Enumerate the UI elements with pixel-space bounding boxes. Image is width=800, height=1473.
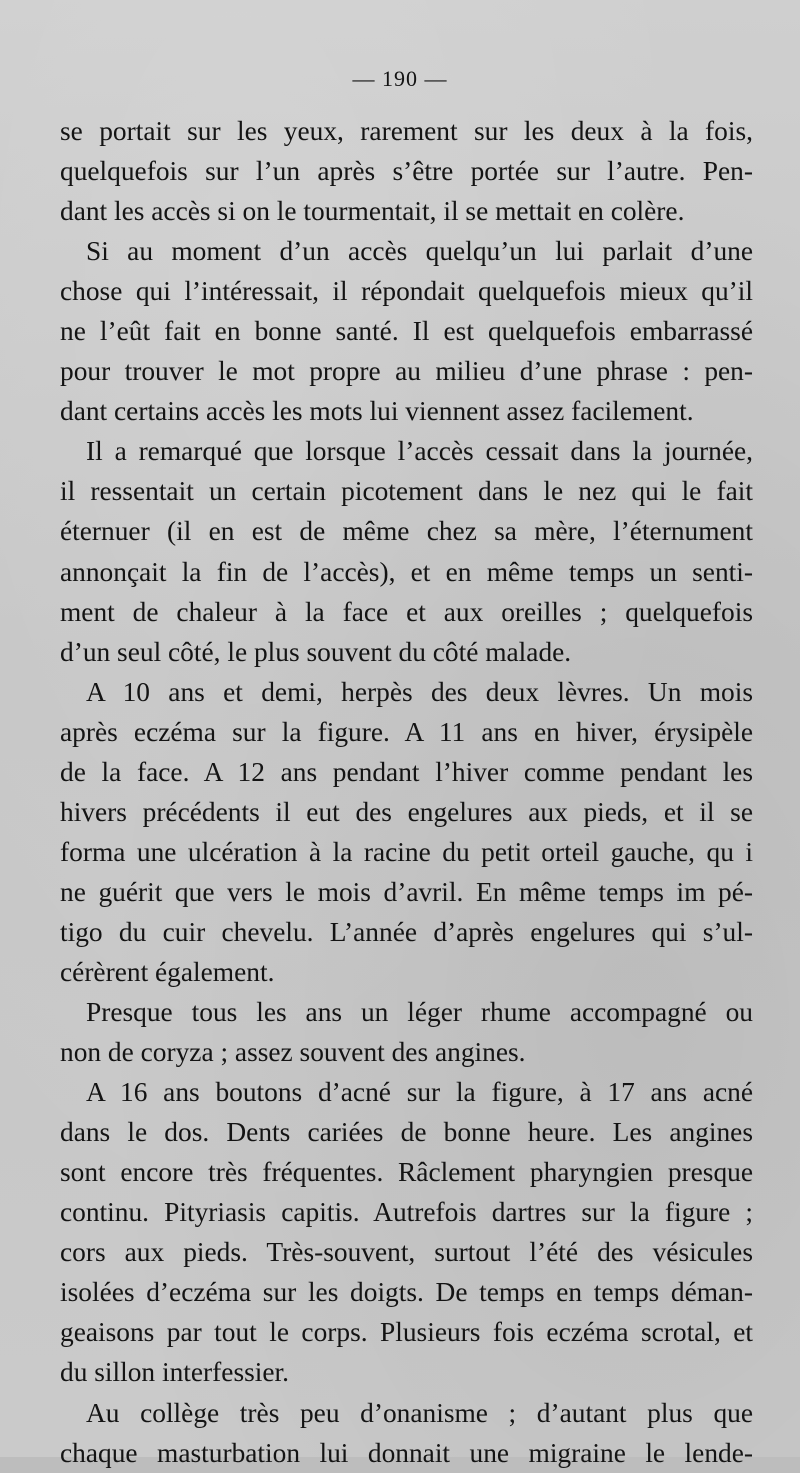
text-line: ment de chaleur à la face et aux oreilles ; quelquefois (60, 596, 753, 627)
paragraph (60, 111, 753, 231)
text-line: annonçait la fin de l’accès), et en même temps un senti- (60, 556, 753, 587)
paragraph (60, 672, 753, 992)
paragraph (60, 1393, 753, 1473)
text-line: pour trouver le mot propre au milieu d’une phrase : pen- (60, 356, 753, 387)
text-line: se portait sur les yeux, rarement sur les deux à la fois, (60, 116, 753, 146)
text-line: éternuer (il en est de même chez sa mère, l’éternument (60, 516, 753, 547)
text-line: geaisons par tout le corps. Plusieurs fois eczéma scrotal, et (60, 1317, 753, 1348)
text-line: il ressentait un certain picotement dans le nez qui le fait (60, 476, 753, 507)
text-line: continu. Pityriasis capitis. Autrefois dartres sur la figure ; (60, 1197, 753, 1228)
text-line: ne l’eût fait en bonne santé. Il est quelquefois embarrassé (60, 316, 753, 347)
text-line: tigo du cuir chevelu. L’année d’après engelures qui s’ul- (60, 916, 753, 947)
text-line: Si au moment d’un accès quelqu’un lui parlait d’une (86, 236, 753, 267)
text-line: d’un seul côté, le plus souvent du côté malade. (60, 636, 572, 667)
text-line: quelquefois sur l’un après s’être portée sur l’autre. Pen- (60, 156, 753, 187)
text-line: hivers précédents il eut des engelures aux pieds, et il se (60, 796, 753, 827)
text-line: après eczéma sur la figure. A 11 ans en hiver, érysipèle (60, 716, 753, 747)
text-line: Au collège très peu d’onanisme ; d’autant plus que (86, 1397, 753, 1428)
text-line: Il a remarqué que lorsque l’accès cessait dans la journée, (86, 436, 753, 467)
paragraph (60, 1072, 753, 1392)
page-number: — 190 — (352, 66, 448, 91)
text-line: cérèrent également. (60, 956, 275, 987)
text-line: du sillon interfessier. (60, 1357, 289, 1388)
text-line: sont encore très fréquentes. Râclement pharyngien presque (60, 1157, 753, 1188)
text-line: A 16 ans boutons d’acné sur la figure, à 17 ans acné (86, 1077, 753, 1108)
text-line: chaque masturbation lui donnait une migraine le lende- (60, 1437, 753, 1468)
text-line: chose qui l’intéressait, il répondait quelquefois mieux qu’il (60, 276, 753, 307)
text-line: forma une ulcération à la racine du petit orteil gauche, qu i (60, 836, 753, 867)
paragraph (60, 231, 753, 431)
text-line: isolées d’eczéma sur les doigts. De temps en temps déman- (60, 1277, 753, 1308)
text-line: Presque tous les ans un léger rhume accompagné ou (86, 997, 753, 1028)
text-line: ne guérit que vers le mois d’avril. En même temps im pé- (60, 876, 753, 907)
text-line: dant certains accès les mots lui viennent assez facilement. (60, 396, 694, 427)
body-text (60, 111, 753, 1473)
text-line: cors aux pieds. Très-souvent, surtout l’été des vésicules (60, 1237, 753, 1268)
text-line: A 10 ans et demi, herpès des deux lèvres. Un mois (86, 676, 753, 707)
text-line: dant les accès si on le tourmentait, il se mettait en colère. (60, 196, 685, 227)
text-line: de la face. A 12 ans pendant l’hiver comme pendant les (60, 756, 753, 787)
text-line: dans le dos. Dents cariées de bonne heure. Les angines (60, 1117, 753, 1148)
paragraph (60, 992, 753, 1072)
paragraph (60, 431, 753, 671)
text-line: non de coryza ; assez souvent des angines. (60, 1037, 526, 1068)
